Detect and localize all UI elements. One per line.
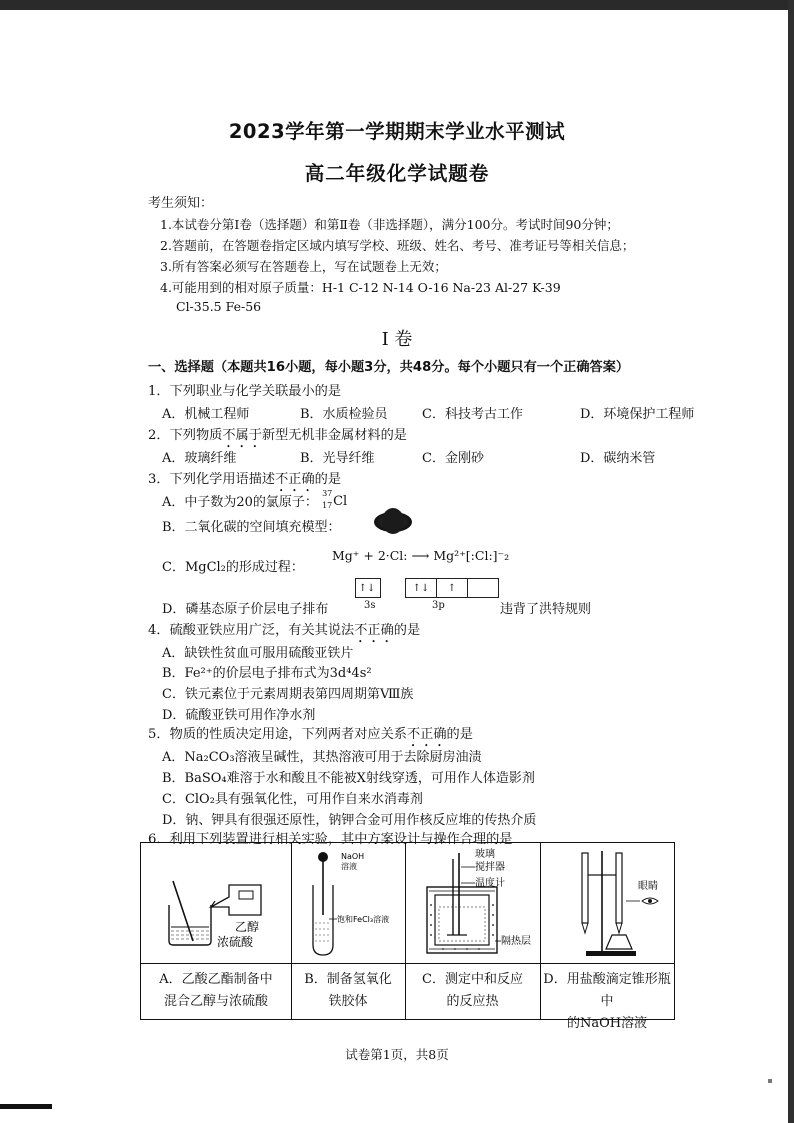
apparatus-table xyxy=(140,842,675,1031)
q3-option-c: C．MgCl₂的形成过程： xyxy=(162,560,304,575)
apparatus-cell-a xyxy=(141,843,292,1019)
section-heading: 一、选择题（本题共16小题，每小题3分，共48分。每个小题只有一个正确答案） xyxy=(148,360,630,375)
apparatus-cell-c xyxy=(405,843,541,1019)
q4-option-b: B．Fe²⁺的价层电子排布式为3d⁴4s² xyxy=(162,666,372,681)
label-stirrer: 搅拌器 xyxy=(475,862,505,873)
caption-a: A．乙酸乙酯制备中 混合乙醇与浓硫酸 xyxy=(159,972,273,1009)
mgcl2-formation-formula: Mg⁺ + 2·Cl: ⟶ Mg²⁺[:Cl:]⁻₂ xyxy=(332,548,510,563)
page-footer: 试卷第1页，共8页 xyxy=(345,1047,449,1062)
notice-item: Cl-35.5 Fe-56 xyxy=(176,299,262,314)
q1-option-c: C．科技考古工作 xyxy=(422,407,523,422)
exam-title: 2023学年第一学期期末学业水平测试 xyxy=(228,120,566,143)
notice-item: 4.可能用到的相对原子质量：H-1 C-12 N-14 O-16 Na-23 Al-27 K-39 xyxy=(160,280,561,295)
co2-space-filling-model-center xyxy=(382,508,404,534)
label-naoh: NaOH xyxy=(341,852,365,861)
caption-b: B．制备氢氧化 铁胶体 xyxy=(304,972,392,1009)
label-naoh-solution: 溶液 xyxy=(341,862,357,871)
chlorine-isotope-notation: 37 17 Cl xyxy=(322,488,348,510)
apparatus-d-drawing xyxy=(542,845,672,961)
caption-d: D．用盐酸滴定锥形瓶中 的NaOH溶液 xyxy=(543,972,671,1031)
q5-option-c: C．ClO₂具有强氧化性，可用作自来水消毒剂 xyxy=(162,792,423,807)
q2-option-c: C．金刚砂 xyxy=(422,451,484,466)
question-5-stem: 5．物质的性质决定用途，下列两者对应关系不正确的是 xyxy=(148,727,473,742)
label-conc-acid: 浓硫酸 xyxy=(217,935,254,949)
q2-option-a: A．玻璃纤维 xyxy=(162,451,237,466)
q5-option-a: A．Na₂CO₃溶液呈碱性，其热溶液可用于去除厨房油渍 xyxy=(162,750,482,765)
label-glass: 玻璃 xyxy=(475,849,495,860)
part-title: Ⅰ 卷 xyxy=(381,329,413,350)
q3-option-a: A．中子数为20的氯原子： 37 17 Cl xyxy=(162,491,350,511)
q3-option-d-tail: 违背了洪特规则 xyxy=(500,602,592,617)
label-insulation: 隔热层 xyxy=(501,936,531,947)
question-6-stem: 6．利用下列装置进行相关实验，其中方案设计与操作合理的是 xyxy=(148,832,513,847)
q1-option-d: D．环境保护工程师 xyxy=(580,407,695,422)
orbital-3s: ↑↓ xyxy=(355,578,381,598)
q2-option-d: D．碳纳米管 xyxy=(580,451,656,466)
apparatus-cell-d xyxy=(540,843,675,1031)
label-eye: 眼睛 xyxy=(638,881,658,892)
notice-item: 2.答题前，在答题卷指定区域内填写学校、班级、姓名、考号、准考证号等相关信息； xyxy=(160,238,635,253)
scan-dot xyxy=(768,1079,772,1083)
scan-mark xyxy=(0,1104,52,1109)
apparatus-a-drawing xyxy=(149,845,283,961)
label-thermometer: 温度计 xyxy=(475,878,505,889)
apparatus-cell-b xyxy=(291,843,406,1019)
orbital-3p: ↑↓ ↑ xyxy=(405,578,499,598)
q4-option-a: A．缺铁性贫血可服用硫酸亚铁片 xyxy=(162,646,354,661)
q5-option-b: B．BaSO₄难溶于水和酸且不能被X射线穿透，可用作人体造影剂 xyxy=(162,771,535,786)
notice-heading: 考生须知： xyxy=(148,196,214,211)
orbital-3s-label: 3s xyxy=(364,600,376,611)
apparatus-c-drawing xyxy=(409,845,536,961)
question-2-stem: 2．下列物质不属于新型无机非金属材料的是 xyxy=(148,428,407,443)
q4-option-d: D．硫酸亚铁可用作净水剂 xyxy=(162,708,316,723)
q1-option-b: B．水质检验员 xyxy=(300,407,388,422)
scan-border-top xyxy=(0,0,794,10)
notice-item: 1.本试卷分第Ⅰ卷（选择题）和第Ⅱ卷（非选择题），满分100分。考试时间90分钟； xyxy=(160,217,619,232)
q1-option-a: A．机械工程师 xyxy=(162,407,250,422)
q4-option-c: C．铁元素位于元素周期表第四周期第Ⅷ族 xyxy=(162,687,414,702)
question-1-stem: 1．下列职业与化学关联最小的是 xyxy=(148,384,342,399)
exam-subtitle: 高二年级化学试题卷 xyxy=(304,162,490,185)
question-4-stem: 4．硫酸亚铁应用广泛，有关其说法不正确的是 xyxy=(148,623,421,638)
caption-c: C．测定中和反应 的反应热 xyxy=(422,972,523,1009)
q3-option-b: B．二氧化碳的空间填充模型： xyxy=(162,520,341,535)
notice-item: 3.所有答案必须写在答题卷上，写在试题卷上无效； xyxy=(160,259,447,274)
apparatus-b-drawing xyxy=(295,845,401,961)
label-ethanol: 乙醇 xyxy=(235,920,260,934)
table-divider xyxy=(141,963,674,964)
q2-option-b: B．光导纤维 xyxy=(300,451,375,466)
q3-option-d: D．磷基态原子价层电子排布 xyxy=(162,602,329,617)
label-fecl3: 饱和FeCl₃溶液 xyxy=(337,915,390,924)
question-3-stem: 3．下列化学用语描述不正确的是 xyxy=(148,472,342,487)
orbital-3p-label: 3p xyxy=(432,600,445,611)
q5-option-d: D．钠、钾具有很强还原性，钠钾合金可用作核反应堆的传热介质 xyxy=(162,813,537,828)
